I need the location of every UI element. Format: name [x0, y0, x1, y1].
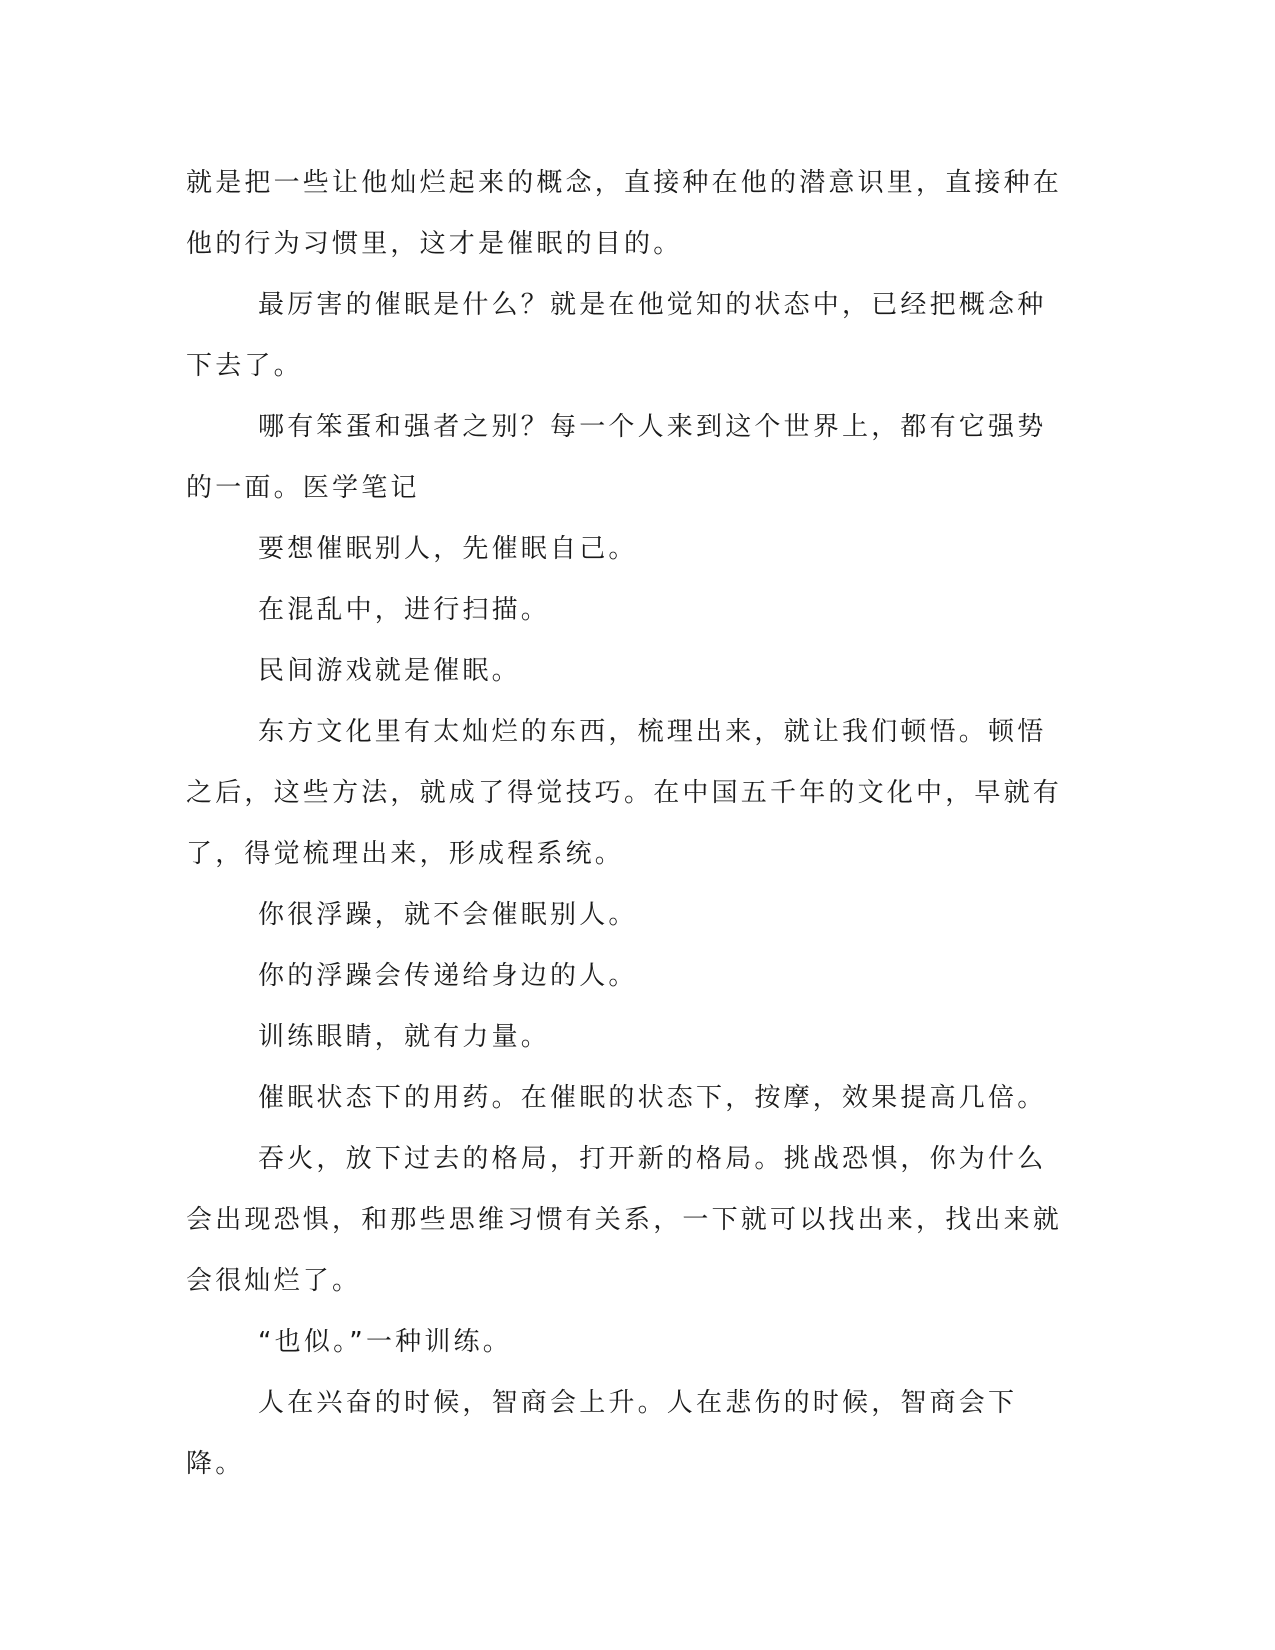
- document-body: [186, 153, 1066, 1495]
- paragraph: 人在兴奋的时候，智商会上升。人在悲伤的时候，智商会下降。: [186, 1388, 1018, 1479]
- paragraph: 你很浮躁，就不会催眠别人。: [258, 900, 638, 930]
- paragraph: “也似。”一种训练。: [258, 1327, 512, 1357]
- paragraph: 你的浮躁会传递给身边的人。: [258, 961, 638, 991]
- paragraph: 就是把一些让他灿烂起来的概念，直接种在他的潜意识里，直接种在他的行为习惯里，这才是催眠的目的。: [186, 168, 1063, 259]
- paragraph: 最厉害的催眠是什么？就是在他觉知的状态中，已经把概念种下去了。: [186, 290, 1047, 381]
- paragraph: 民间游戏就是催眠。: [258, 656, 521, 686]
- paragraph: 要想催眠别人，先催眠自己。: [258, 534, 638, 564]
- paragraph: 东方文化里有太灿烂的东西，梳理出来，就让我们顿悟。顿悟之后，这些方法，就成了得觉技巧。在中国五千年的文化中，早就有了，得觉梳理出来，形成程系统。: [186, 717, 1063, 869]
- paragraph: 哪有笨蛋和强者之别？每一个人来到这个世界上，都有它强势的一面。医学笔记: [186, 412, 1047, 503]
- paragraph: 在混乱中，进行扫描。: [258, 595, 551, 625]
- paragraph: 训练眼睛，就有力量。: [258, 1022, 551, 1052]
- paragraph: 吞火，放下过去的格局，打开新的格局。挑战恐惧，你为什么会出现恐惧，和那些思维习惯有关系，一下就可以找出来，找出来就会很灿烂了。: [186, 1144, 1063, 1296]
- paragraph: 催眠状态下的用药。在催眠的状态下，按摩，效果提高几倍。: [258, 1083, 1047, 1113]
